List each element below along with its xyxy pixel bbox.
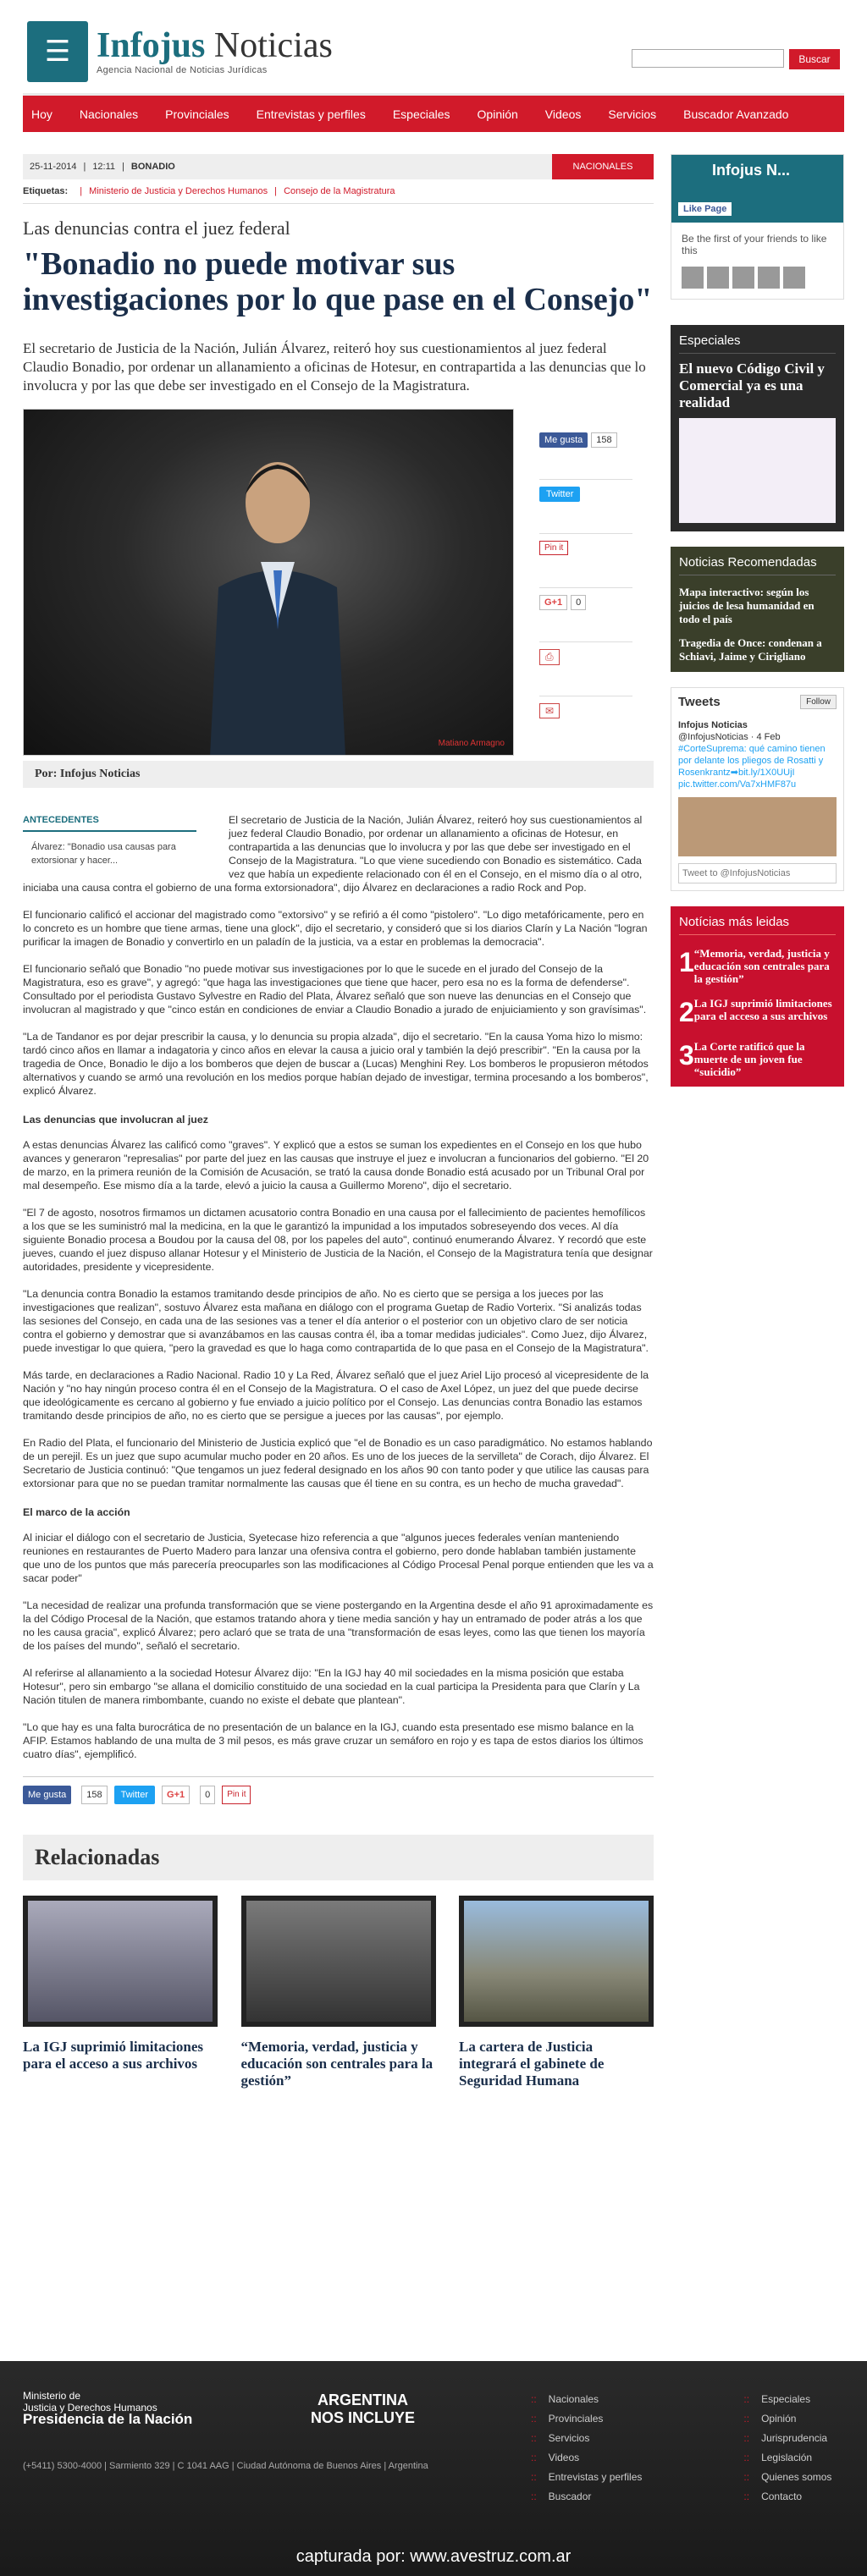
google-plus-button[interactable]: G+1 [162, 1786, 190, 1804]
article-lead: El secretario de Justicia de la Nación, Julián Álvarez, reiteró hoy sus cuestionamientos al juez federal Claudio Bonadio, por ordenar un allanamiento a oficinas de Hotesur, en contrapartida a las denuncias que lo involucra y por las que debe ser investigado en el Consejo de la Magistratura. [23, 340, 646, 394]
search-box [632, 49, 840, 69]
site-footer [0, 2361, 867, 2576]
related-item[interactable] [23, 1896, 218, 2089]
article-time: 12:11 [92, 162, 116, 172]
related-photo [23, 1896, 218, 2027]
footer-link[interactable]: :: Servicios [531, 2432, 642, 2444]
article-body [23, 813, 654, 1804]
article-date: 25-11-2014 [30, 162, 77, 172]
article-topic: BONADIO [130, 162, 175, 172]
ministry-logo[interactable] [23, 2390, 192, 2425]
twitter-button[interactable]: Twitter [539, 487, 580, 502]
paragraph: "Lo que hay es una falta burocrática de no presentación de un balance en la IGJ, cuando esta presentado ese mismo balance en la AFIP. Estamos hablando de una multa de 3 mil pesos, es más grave cruzar un semáforo en rojo y es tapa de estos diarios los últimos cuatro días", ejemplificó. [23, 1721, 643, 1760]
tweet-input[interactable]: Tweet to @InfojusNoticias [678, 863, 837, 883]
avatar [732, 267, 754, 289]
site-header [23, 0, 844, 93]
nav-videos[interactable]: Videos [544, 107, 582, 121]
share-column [539, 409, 632, 756]
recomendada-link[interactable]: Mapa interactivo: según los juicios de lesa humanidad en todo el país [679, 586, 815, 625]
list-item[interactable]: 2 La IGJ suprimió limitaciones para el acceso a sus archivos [679, 997, 836, 1028]
related-photo [459, 1896, 654, 2027]
related-headline[interactable]: La cartera de Justicia integrará el gabinete de Seguridad Humana [459, 2039, 605, 2089]
site-name: Infojus [97, 26, 206, 65]
nos-incluye-text: NOS INCLUYE [311, 2409, 416, 2426]
footer-link[interactable]: :: Videos [531, 2452, 642, 2463]
section-badge[interactable]: NACIONALES [552, 154, 654, 179]
pinterest-button[interactable]: Pin it [539, 541, 568, 555]
antecedentes-box [23, 813, 196, 867]
tweet-text[interactable]: #CorteSuprema: qué camino tienen por delante los pliegos de Rosatti y Rosenkrantz➡bit.ly/1X0UUjI pic.twitter.com/Va7xHMF87u [678, 744, 826, 790]
tweet-date: 4 Feb [756, 732, 781, 742]
argentina-logo [311, 2392, 415, 2427]
paragraph: En Radio del Plata, el funcionario del Ministerio de Justicia explicó que "el de Bonadio es un caso paradigmático. No estamos hablando de un perejil. Es un juez que supo acumular mucho poder en 20 años. Es uno de los jueces de la servilleta" de Corach, dijo Álvarez. El Secretario de Justicia continuó: "Que tengamos un juez federal designado en los años 90 con tanto poder y que utilice las causas para extorsionar para que no se puedan tramitar normalmente las causas que él tiene en su contra, es un hecho de mucha gravedad". [23, 1437, 653, 1489]
ministry-name: Presidencia de la Nación [23, 2411, 193, 2427]
tag-ministerio[interactable]: Ministerio de Justicia y Derechos Humanos [89, 186, 268, 196]
google-plus-count: 0 [571, 595, 586, 610]
print-icon[interactable]: ⎙ [539, 649, 560, 665]
avatar [783, 267, 805, 289]
article-byline: Por: Infojus Noticias [23, 761, 654, 788]
footer-link[interactable]: :: Opinión [743, 2413, 831, 2425]
facebook-like-button[interactable]: Me gusta [539, 432, 588, 448]
paragraph: A estas denuncias Álvarez las calificó como "graves". Y explicó que a estos se suman los expedientes en el Consejo en los que hubo avances y generaron "represalias" por parte del juez en las causas que instruye el juez e involucran a funcionarios del gobierno. "El 20 de marzo, en la primera reunión de la Comisión de Acusación, se trató la causa donde Bonadio está acusado por un Tribunal Oral por mal desempeño. Ese mismo día a la tarde, elevó a juicio la causa a Guillermo Moreno", dijo el secretario. [23, 1139, 649, 1192]
article-kicker: Las denuncias contra el juez federal [23, 217, 290, 239]
footer-link[interactable]: :: Buscador [531, 2491, 642, 2502]
footer-link[interactable]: :: Quienes somos [743, 2471, 831, 2483]
footer-link[interactable]: :: Provinciales [531, 2413, 642, 2425]
site-logo[interactable] [27, 21, 333, 82]
paragraph: "La de Tandanor es por dejar prescribir la causa, y lo denuncia su propia alzada", dijo el secretario. "En la causa Yoma hizo lo mismo: tardó cinco años en llamar a indagatoria y cinco años en elevar la causa a juicio oral y también la dejó prescribir". "En la causa por la tragedia de Once, Bonadio le dijo a los bomberos que dejen de buscar a (Lucas) Menghini Rey. Los bomberos le propusieron métodos alternativos y cuando se armó una revolución en los medios porque habían dejado de investigar, termina procesando a los bomberos", explicó Álvarez. [23, 1031, 649, 1097]
twitter-button[interactable]: Twitter [114, 1786, 155, 1804]
footer-links [531, 2393, 831, 2510]
mas-leidas-title: Notícias más leidas [679, 915, 836, 935]
mas-leidas-panel [671, 906, 844, 1087]
book-icon: ☰ [27, 21, 88, 82]
subheading: Las denuncias que involucran al juez [23, 1114, 208, 1126]
tweet-user[interactable]: Infojus Noticias [678, 720, 748, 730]
tweet-handle[interactable]: @InfojusNoticias [678, 732, 748, 742]
subheading: El marco de la acción [23, 1506, 130, 1518]
mas-leida-link[interactable]: La IGJ suprimió limitaciones para el acceso a sus archivos [693, 997, 832, 1022]
nav-opinion[interactable]: Opinión [477, 107, 518, 121]
facebook-page-name[interactable]: Infojus N... [712, 162, 790, 179]
avatar [707, 267, 729, 289]
tags-label: Etiquetas: [23, 186, 69, 196]
article-meta: 25-11-2014 | 12:11 | BONADIO NACIONALES [23, 154, 654, 179]
nav-provinciales[interactable]: Provinciales [165, 107, 229, 121]
related-item[interactable] [241, 1896, 436, 2089]
facebook-like-page-button[interactable]: Like Page [678, 202, 732, 216]
nav-entrevistas[interactable]: Entrevistas y perfiles [256, 107, 366, 121]
photo-credit: Matiano Armagno [438, 739, 505, 748]
paragraph: Más tarde, en declaraciones a Radio Nacional. Radio 10 y La Red, Álvarez señaló que el juez Ariel Lijo procesó al vicepresidente de la Nación y "no hay ningún proceso contra él en el Consejo de la Magistratura. O el caso de Axel López, un juez del que puede decirse que ideológicamente es cercano al gobierno y fue enviado a juicio político por el Consejo. Las denuncias contra Bonadio las estamos tramitando desde principios de año, no es cierto que se persigue a jueces por las causas", por ejemplo. [23, 1369, 649, 1422]
nav-nacionales[interactable]: Nacionales [79, 107, 139, 121]
avatar [682, 267, 704, 289]
article-column [23, 154, 654, 2089]
footer-address: (+5411) 5300-4000 | Sarmiento 329 | C 1041 AAG | Ciudad Autónoma de Buenos Aires | Argentina [23, 2461, 428, 2471]
especiales-link[interactable]: El nuevo Código Civil y Comercial ya es una realidad [679, 361, 825, 410]
footer-link[interactable]: :: Jurisprudencia [743, 2432, 831, 2444]
especiales-panel [671, 325, 844, 531]
article-photo [23, 409, 514, 756]
capture-caption: capturada por: www.avestruz.com.ar [295, 2547, 572, 2566]
ministry-line: Ministerio de [23, 2390, 81, 2402]
paragraph: Al referirse al allanamiento a la sociedad Hotesur Álvarez dijo: "En la IGJ hay 40 mil sociedades en la misma posición que estaba Hotesur", pero sin embargo "se allana el domicilio constituido de una sociedad en la cual participa la Presidenta para que Clarín y La Nación titulen de manera rimbombante, cuando no existe el debate que plantean". [23, 1667, 640, 1706]
related-headline[interactable]: La IGJ suprimió limitaciones para el acceso a sus archivos [23, 2039, 203, 2072]
footer-link[interactable]: :: Legislación [743, 2452, 831, 2463]
antecedentes-link[interactable]: Álvarez: "Bonadio usa causas para extorsionar y hacer... [31, 842, 176, 866]
paragraph: Al iniciar el diálogo con el secretario de Justicia, Syetecase hizo referencia a que "algunos jueces federales venían manteniendo reuniones en restaurantes de Puerto Madero para lanzar una ofensiva contra el gobierno, pero donde hablaban también justamente que uno de los puntos que más parecería preocuparles son las modificaciones al Código Procesal Penal porque entienden que les va a sacar poder" [23, 1532, 654, 1584]
footer-link[interactable]: :: Contacto [743, 2491, 831, 2502]
tags: Etiquetas: | Ministerio de Justicia y Derechos Humanos | Consejo de la Magistratura [23, 179, 654, 204]
mas-leida-link[interactable]: La Corte ratificó que la muerte de un joven fue “suicidio” [693, 1040, 805, 1078]
paragraph: "La necesidad de realizar una profunda transformación que se viene postergando en la Argentina desde el año 91 aproximadamente es la del Código Procesal de la Nación, que estamos tratando ahora y tiene media sanción y hay un entramado de poder atrás a los que no les causa gracia", explicó Álvarez; pero aclaró que se trata de una "transformación de esas leyes, como las que tienen los mayoría de los países del mundo", señaló el secretario. [23, 1599, 654, 1652]
bottom-share-bar [23, 1776, 654, 1804]
search-input[interactable] [632, 49, 784, 68]
related-headline[interactable]: “Memoria, verdad, justicia y educación son centrales para la gestión” [240, 2039, 434, 2089]
pinterest-button[interactable]: Pin it [222, 1786, 251, 1804]
tweets-title: Tweets [678, 695, 721, 709]
nav-especiales[interactable]: Especiales [392, 107, 450, 121]
avatar [758, 267, 780, 289]
list-item[interactable]: 3 La Corte ratificó que la muerte de un joven fue “suicidio” [679, 1040, 836, 1078]
paragraph: "La denuncia contra Bonadio la estamos tramitando desde principios de año. No es cierto que se persiga a los jueces por las investigaciones que realizan", sostuvo Álvarez esta mañana en diálogo con el programa Guetap de Radio Vorterix. "Si analizás todas las sesiones del Consejo, en cada una de las sesiones vas a tener el día anterior o el posterior con un objetivo claro de ser noticia contra el gobierno y demostrar que si avanzábamos en las causas contra él, iba a tomar medidas judiciales". Como Juez, dijo Álvarez, puede investigar lo que quiera, "pero la gravedad es que lo haga como contrapartida de lo que pasa en el Consejo de la Magistratura". [23, 1288, 649, 1354]
tag-consejo[interactable]: Consejo de la Magistratura [284, 186, 395, 196]
especiales-title: Especiales [679, 333, 836, 354]
mas-leida-link[interactable]: “Memoria, verdad, justicia y educación son centrales para la gestión” [693, 947, 830, 985]
site-name-2: Noticias [205, 26, 333, 65]
facebook-like-button[interactable]: Me gusta [23, 1786, 71, 1804]
twitter-follow-button[interactable]: Follow [800, 695, 837, 709]
facebook-count: 158 [81, 1786, 107, 1804]
article-title: "Bonadio no puede motivar sus investigaciones por lo que pase en el Consejo" [23, 246, 653, 317]
footer-link[interactable]: :: Nacionales [531, 2393, 642, 2405]
main-nav [23, 93, 844, 132]
google-plus-count: 0 [200, 1786, 215, 1804]
list-item[interactable]: 1 “Memoria, verdad, justicia y educación son centrales para la gestión” [679, 947, 836, 985]
paragraph: El funcionario calificó el accionar del magistrado como "extorsivo" y se refirió a él como "pistolero". "Lo digo metafóricamente, pero en lo concreto es un hombre que tiene armas, tiene una glock", dijo el secretario, y consideró que si los diarios Clarín y La Nación "logran purificar la imagen de Bonadio y convertirlo en un paladín de la justicia, va a estar en problemas la democracia". [23, 909, 648, 948]
facebook-count: 158 [591, 432, 616, 448]
recomendadas-panel [671, 547, 844, 672]
sidebar [671, 154, 844, 2089]
footer-link[interactable]: :: Especiales [743, 2393, 831, 2405]
email-icon[interactable]: ✉ [539, 703, 560, 718]
facebook-text: Be the first of your friends to like this [682, 233, 827, 256]
footer-link[interactable]: :: Entrevistas y perfiles [531, 2471, 642, 2483]
tweet-image[interactable] [678, 797, 837, 856]
nav-servicios[interactable]: Servicios [608, 107, 657, 121]
google-plus-button[interactable]: G+1 [539, 595, 567, 610]
recomendada-link[interactable]: Tragedia de Once: condenan a Schiavi, Jaime y Cirigliano [679, 636, 822, 663]
facebook-widget [671, 154, 844, 300]
paragraph: "El 7 de agosto, nosotros firmamos un dictamen acusatorio contra Bonadio en una causa por el fallecimiento de pacientes hemofílicos a los que se les suministró mal la medicina, en la que le garantizó la impunidad a los imputados sobreseyendo dos veces. Al día siguiente Bonadio procesa a Boudou por la causa del 08, por los papeles del auto", continuó enumerando Álvarez. Y recordó que este jueves, cuando el juez dispuso allanar Hotesur y el Ministerio de Justicia de la Nación, el Consejo de la Magistratura tenía que designar autoridades, presidente y vicepresidente. [23, 1207, 653, 1273]
antecedentes-title: ANTECEDENTES [23, 813, 196, 832]
recomendadas-title: Noticias Recomendadas [679, 555, 836, 575]
twitter-widget: Tweets Follow Infojus Noticias @InfojusNoticias · 4 Feb #CorteSuprema: qué camino tienen por delante los pliegos de Rosatti y Rosenkrantz➡bit.ly/1X0UUjI pic.twitter.com/Va7xHMF87u Tweet to @InfojusNoticias [671, 687, 844, 891]
related-item[interactable] [459, 1896, 654, 2089]
nav-buscador[interactable]: Buscador Avanzado [683, 107, 789, 121]
paragraph: El secretario de Justicia de la Nación, Julián Álvarez, reiteró hoy sus cuestionamientos al juez federal Claudio Bonadio, por ordenar un allanamiento a oficinas de Hotesur, en contrapartida a las denuncias que lo involucra y por las que debe ser investigado en el Consejo de la Magistratura. "Lo que viene sucediendo con Bonadio es sistemático. Cada vez que había un expediente relacionado con él en el Consejo, en el mismo día o al otro, iniciaba una causa contra el gobierno de una forma extorsionadora", dijo Álvarez en declaraciones a radio Rock and Pop. [23, 814, 643, 894]
related-photo [241, 1896, 436, 2027]
related-list [23, 1896, 654, 2089]
paragraph: El funcionario señaló que Bonadio "no puede motivar sus investigaciones por lo que le sucede en el jurado del Consejo de la Magistratura, eso es grave", y agregó: "que haga las investigaciones que tiene que hacer, pero esa no es la forma de defenderse". Consultado por el periodista Gustavo Sylvestre en Radio del Plata, Álvarez señaló que son nueve las denuncias en el Consejo que involucran al magistrado y que "cinco están en condiciones de enviar a Claudio Bonadio a jurado de enjuiciamiento y son gravísimas". [23, 963, 647, 1016]
search-button[interactable]: Buscar [789, 49, 840, 69]
ministry-line: Justicia y Derechos Humanos [23, 2402, 157, 2414]
nav-hoy[interactable]: Hoy [31, 107, 52, 121]
person-photo-icon [210, 443, 345, 756]
argentina-text: ARGENTINA [318, 2392, 408, 2408]
especiales-image[interactable] [679, 418, 836, 523]
site-subtitle: Agencia Nacional de Noticias Jurídicas [97, 65, 268, 75]
related-title: Relacionadas [23, 1835, 654, 1880]
